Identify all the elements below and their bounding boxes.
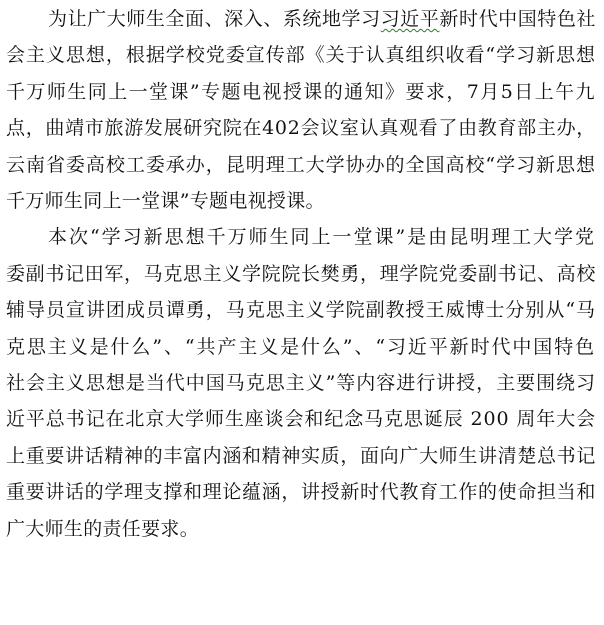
paragraph-1-line-5 bbox=[6, 150, 596, 180]
paragraph-2-line-7 bbox=[6, 441, 596, 471]
paragraph-1-line-4 bbox=[6, 113, 596, 143]
paragraph-2-line-4 bbox=[6, 332, 596, 362]
paragraph-2-line-1 bbox=[48, 222, 596, 252]
paragraph-2-line-5 bbox=[6, 368, 596, 398]
paragraph-1-line-2 bbox=[6, 40, 596, 70]
line-text: 会主义思想，根据学校党委宣传部《关于认真组织收看“学习新思想 bbox=[6, 44, 596, 67]
line-text: 克思主义是什么”、“共产主义是什么”、“习近平新时代中国特色 bbox=[6, 335, 596, 358]
paragraph-1-line-3 bbox=[6, 77, 596, 107]
paragraph-2-line-2 bbox=[6, 259, 596, 289]
line-text: 新时代中国特色社 bbox=[439, 8, 596, 30]
line-text: 点，曲靖市旅游发展研究院在402会议室认真观看了由教育部主办， bbox=[6, 117, 596, 140]
line-text: 辅导员宣讲团成员谭勇，马克思主义学院副教授王威博士分别从“马 bbox=[6, 299, 596, 322]
line-text: 上重要讲话精神的丰富内涵和精神实质，面向广大师生讲清楚总书记 bbox=[6, 444, 596, 467]
line-text: 本次“学习新思想千万师生同上一堂课”是由昆明理工大学党 bbox=[48, 226, 596, 249]
spellcheck-flagged-text: 习近平 bbox=[380, 8, 440, 30]
line-text: 广大师生的责任要求。 bbox=[6, 517, 200, 540]
paragraph-1-line-1 bbox=[48, 4, 596, 34]
line-text: 千万师生同上一堂课”专题电视授课。 bbox=[6, 190, 325, 212]
paragraph-2-line-6 bbox=[6, 404, 596, 434]
line-text: 为让广大师生全面、深入、系统地学习 bbox=[48, 8, 381, 30]
line-text: 社会主义思想是当代中国马克思主义”等内容进行讲授，主要围绕习 bbox=[6, 372, 596, 394]
paragraph-2-line-9 bbox=[6, 514, 199, 544]
paragraph-1-line-6 bbox=[6, 186, 325, 216]
line-text: 云南省委高校工委承办，昆明理工大学协办的全国高校“学习新思想 bbox=[6, 153, 596, 176]
paragraph-2-line-3 bbox=[6, 295, 596, 325]
line-text: 千万师生同上一堂课”专题电视授课的通知》要求，7月5日上午九 bbox=[6, 80, 596, 103]
line-text: 近平总书记在北京大学师生座谈会和纪念马克思诞辰 200 周年大会 bbox=[6, 408, 596, 431]
line-text: 委副书记田军，马克思主义学院院长樊勇，理学院党委副书记、高校 bbox=[6, 262, 596, 285]
paragraph-2-line-8 bbox=[6, 477, 596, 507]
line-text: 重要讲话的学理支撑和理论蕴涵，讲授新时代教育工作的使命担当和 bbox=[6, 481, 596, 504]
